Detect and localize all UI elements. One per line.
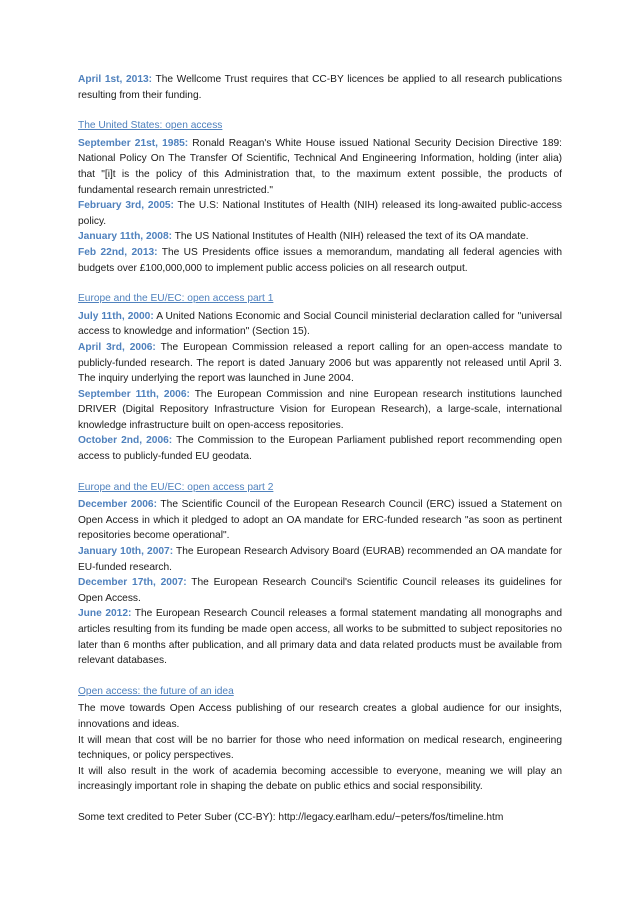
section-heading-future: Open access: the future of an idea — [78, 685, 234, 697]
entry-text: The Commission to the European Parliament published report recommending open access to publicly-funded EU geodata. — [78, 435, 563, 463]
credit-line: Some text credited to Peter Suber (CC-BY): http://legacy.earlham.edu/~peters/fos/timeline.htm — [78, 811, 504, 823]
entry-date: September 21st, 1985: — [78, 137, 189, 149]
entry-date: October 2nd, 2006: — [78, 435, 173, 447]
entry-text: The European Research Council releases a formal statement mandating all monographs and articles resulting from its funding be made open access, all works to be submitted to subject repositories no later than 6 months after publication, and all primary data and data related products must be available from relevant databases. — [78, 608, 562, 667]
entry-date: April 1st, 2013: — [78, 74, 153, 85]
timeline-entry — [78, 544, 562, 575]
timeline-entry — [78, 229, 562, 245]
entry-text: The U.S: National Institutes of Health (NIH) released its long-awaited public-access policy. — [78, 200, 562, 227]
timeline-entry — [78, 497, 562, 544]
intro-entry — [78, 72, 562, 103]
entry-date: February 3rd, 2005: — [78, 200, 174, 212]
section-heading-eu-part1: Europe and the EU/EC: open access part 1 — [78, 293, 274, 305]
entry-date: December 17th, 2007: — [78, 577, 187, 589]
entry-text: The US National Institutes of Health (NIH) released the text of its OA mandate. — [172, 231, 529, 243]
entry-text: The European Commission and nine European research institutions launched DRIVER (Digital Repository Infrastructure Vision for European Research), a large-scale, international knowledge infrastructure built on open-access repositories. — [78, 388, 562, 431]
entry-date: September 11th, 2006: — [78, 388, 190, 400]
entry-text: A United Nations Economic and Social Council ministerial declaration called for "universal access to knowledge and information" (Section 15). — [78, 310, 562, 338]
entry-date: Feb 22nd, 2013: — [78, 246, 158, 258]
future-paragraph: The move towards Open Access publishing of our research creates a global audience for our insights, innovations and ideas. — [78, 703, 562, 730]
entry-text: The European Research Advisory Board (EURAB) recommended an OA mandate for EU-funded research. — [78, 546, 563, 573]
entry-text: The Scientific Council of the European Research Council (ERC) issued a Statement on Open Access in which it pledged to adopt an OA mandate for ERC-funded research "as soon as pertinent repositories become operational". — [78, 499, 562, 542]
entry-text: The European Commission released a report calling for an open-access mandate to publicly-funded research. The report is dated January 2006 but was apparently not released until April 3. The inquiry underlying the report was launched in June 2004. — [78, 341, 563, 385]
entry-text: Ronald Reagan's White House issued National Security Decision Directive 189: National Policy On The Transfer Of Scientific, Technical And Engineering Information, holding (inter alia) that "[i]t is the policy of this Administration that, to the maximum extent possible, the products of fundamental research remain unrestricted." — [78, 137, 562, 196]
future-paragraph: It will also result in the work of academia becoming accessible to everyone, meaning we will play an increasingly important role in shaping the debate on public ethics and social responsibility. — [78, 765, 562, 793]
section-heading-us: The United States: open access — [78, 120, 223, 132]
entry-text: The Wellcome Trust requires that CC-BY licences be applied to all research publications resulting from their funding. — [78, 74, 562, 101]
entry-date: June 2012: — [78, 608, 132, 620]
document-page — [78, 72, 562, 826]
entry-date: April 3rd, 2006: — [78, 341, 156, 353]
timeline-entry — [78, 606, 562, 668]
timeline-entry — [78, 340, 562, 387]
timeline-entry — [78, 198, 562, 229]
entry-date: December 2006: — [78, 499, 157, 511]
timeline-entry — [78, 309, 562, 340]
timeline-entry — [78, 387, 562, 434]
entry-text: The European Research Council's Scientific Council releases its guidelines for Open Access. — [78, 577, 562, 604]
section-heading-eu-part2: Europe and the EU/EC: open access part 2 — [78, 481, 274, 493]
timeline-entry — [78, 136, 562, 198]
future-paragraph: It will mean that cost will be no barrier for those who need information on medical research, engineering techniques, or policy perspectives. — [78, 734, 562, 762]
entry-date: July 11th, 2000: — [78, 310, 154, 322]
entry-text: The US Presidents office issues a memorandum, mandating all federal agencies with budgets over £100,000,000 to implement public access policies on all research output. — [78, 246, 562, 274]
timeline-entry — [78, 575, 562, 606]
timeline-entry — [78, 245, 562, 276]
entry-date: January 11th, 2008: — [78, 231, 173, 243]
entry-date: January 10th, 2007: — [78, 546, 174, 558]
timeline-entry — [78, 433, 562, 464]
